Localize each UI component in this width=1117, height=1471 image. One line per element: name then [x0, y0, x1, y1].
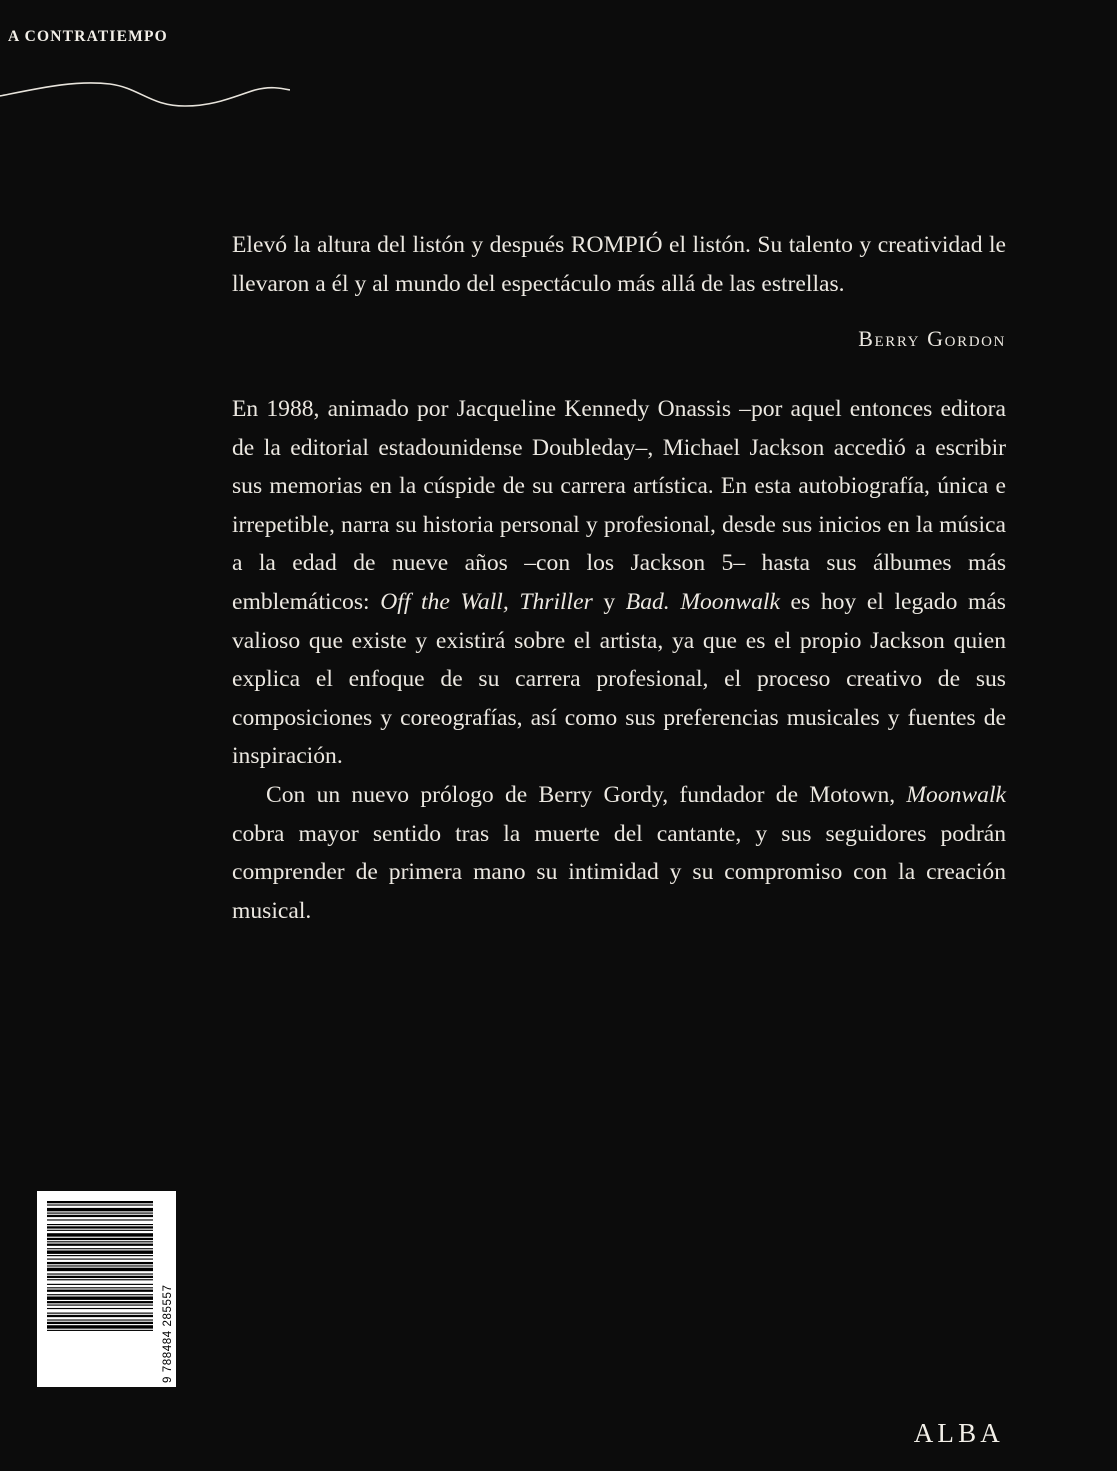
barcode-bar — [47, 1259, 153, 1260]
barcode-bar — [47, 1273, 153, 1274]
album-title: Thriller — [519, 588, 593, 615]
barcode-bar — [47, 1219, 153, 1220]
description-text: Con un nuevo prólogo de Berry Gordy, fundador de Motown, — [266, 781, 907, 808]
barcode-bar — [47, 1265, 153, 1266]
barcode-bar — [47, 1330, 153, 1331]
barcode-bar — [47, 1325, 153, 1328]
book-description — [232, 390, 1006, 930]
description-text: es hoy el legado más valioso que existe y existirá sobre el artista, ya que es el propio Jackson quien explica el enfoque de su carrera profesional, el proceso creativo de sus composiciones y coreografías, así como sus preferencias musicales y fuentes de inspiración. — [232, 588, 1006, 770]
barcode-bar — [47, 1241, 153, 1242]
barcode-bar — [47, 1204, 153, 1205]
barcode-bar — [47, 1315, 153, 1317]
barcode-bar — [47, 1201, 153, 1203]
barcode-bar — [47, 1255, 153, 1256]
barcode-bar — [47, 1284, 153, 1285]
space — [670, 589, 681, 615]
barcode-bar — [47, 1213, 153, 1214]
description-paragraph-2 — [232, 776, 1006, 930]
book-title: Moonwalk — [680, 588, 780, 615]
barcode-bar — [47, 1308, 153, 1309]
description-paragraph-1 — [232, 390, 1006, 776]
barcode-graphic — [37, 1191, 176, 1387]
barcode-bar — [47, 1322, 153, 1324]
album-title: Off the Wall, — [380, 588, 509, 615]
description-text: En 1988, animado por Jacqueline Kennedy Onassis –por aquel entonces editora de la editorial estadounidense Doubleday–, Michael Jackson accedió a escribir sus memorias en la cúspide de su carrera artística. En esta autobiografía, única e irrepetible, narra su historia personal y profesional, desde sus inicios en la música a la edad de nueve años –con los Jackson 5– hasta sus álbumes más emblemáticos: — [232, 396, 1006, 615]
barcode-bar — [47, 1287, 153, 1288]
barcode-bar — [47, 1294, 153, 1295]
barcode-bar — [47, 1250, 153, 1253]
isbn-digits: 9 788484 285557 — [162, 1284, 174, 1383]
wave-ornament — [0, 74, 290, 114]
series-label: A CONTRATIEMPO — [8, 28, 168, 45]
barcode-bar — [47, 1301, 153, 1303]
barcode-bar — [47, 1305, 153, 1306]
barcode-bar — [47, 1248, 153, 1249]
barcode-bar — [47, 1208, 153, 1211]
barcode-bar — [47, 1226, 153, 1228]
barcode-bar — [47, 1313, 153, 1314]
endorsement-quote: Elevó la altura del listón y después ROMPIÓ el listón. Su talento y creatividad le llevaron a él y al mundo del espectáculo más allá de las estrellas. — [232, 232, 1006, 297]
isbn-barcode — [37, 1191, 176, 1387]
album-title: Bad. — [625, 588, 670, 615]
description-text: cobra mayor sentido tras la muerte del cantante, y sus seguidores podrán comprender de primera mano su intimidad y su compromiso con la creación musical. — [232, 820, 1006, 924]
barcode-bar — [47, 1290, 153, 1292]
barcode-bar — [47, 1296, 153, 1299]
barcode-bar — [47, 1233, 153, 1236]
book-title: Moonwalk — [906, 781, 1006, 808]
barcode-bar — [47, 1276, 153, 1278]
barcode-bar — [47, 1244, 153, 1246]
barcode-bar — [47, 1262, 153, 1264]
barcode-bar — [47, 1279, 153, 1280]
barcode-bar — [47, 1215, 153, 1217]
barcode-bar — [47, 1268, 153, 1271]
publisher-logo: ALBA — [913, 1418, 1004, 1448]
conjunction: y — [592, 588, 626, 615]
quote-author: Berry Gordon — [858, 326, 1006, 351]
barcode-bar — [47, 1238, 153, 1240]
barcode-bar — [47, 1224, 153, 1225]
barcode-bar — [47, 1230, 153, 1231]
barcode-bar — [47, 1319, 153, 1320]
